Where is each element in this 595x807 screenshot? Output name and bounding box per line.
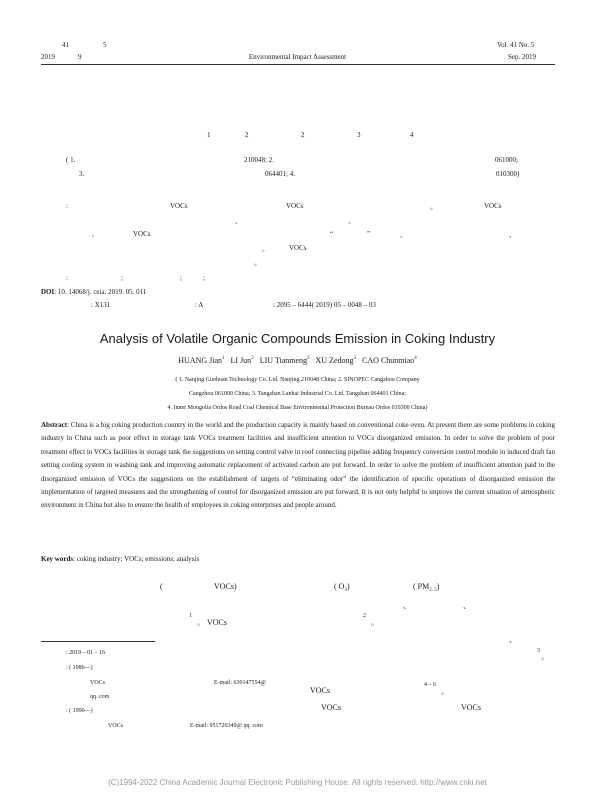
affiliation-line: Cangzhou 061000 China; 3. Tangshan Lanhai Industrial Co. Ltd. Tangshan 064401 China; bbox=[189, 391, 406, 397]
cn-affil-fragment: 010300) bbox=[496, 170, 520, 178]
cn-abstract-fragment: 、 bbox=[509, 231, 516, 239]
cn-keywords-fragment: ; bbox=[203, 274, 205, 282]
cn-abstract-fragment: VOCs bbox=[133, 230, 151, 238]
cn-abstract-fragment: VOCs bbox=[484, 202, 502, 210]
author-name: LIU Tianmeng bbox=[259, 356, 308, 365]
affiliation-line: ( 1. Nanjing Guohuan Technology Co. Ltd. Nanjing 210048 China; 2. SINOPEC Cangzhou Company bbox=[175, 377, 420, 383]
cn-author-sup: 2 bbox=[245, 131, 249, 139]
body-fragment: 。 VOCs bbox=[197, 618, 228, 627]
header-year-cn: 2019 bbox=[41, 53, 55, 61]
header-rule bbox=[41, 64, 555, 65]
cn-author-sup: 4 bbox=[410, 131, 414, 139]
cn-abstract-fragment: 、 bbox=[400, 231, 407, 239]
cn-affil-fragment: 064401; 4. bbox=[265, 170, 295, 178]
footnote-author2-email: E-mail: 951726349@ qq. com bbox=[190, 723, 263, 729]
doi-label: DOI bbox=[41, 288, 55, 296]
author-name: XU Zedong bbox=[315, 356, 354, 365]
footnote-author2: : ( 1990—) bbox=[66, 708, 93, 714]
cn-abstract-fragment: ” bbox=[367, 230, 371, 238]
document-code: : A bbox=[195, 301, 204, 309]
footnote-author1-email-cont: qq. com bbox=[90, 694, 110, 700]
copyright-notice: (C)1994-2022 China Academic Journal Electronic Publishing House. All rights reserved. http://www.cnki.net bbox=[108, 778, 487, 787]
header-journal-name: Environmental Impact Assessment bbox=[248, 53, 347, 61]
cn-abstract-fragment: , bbox=[92, 230, 94, 238]
abstract-label: Abstract bbox=[41, 421, 68, 429]
article-number: : 2095 – 6444( 2019) 05 – 0048 – 03 bbox=[273, 301, 376, 309]
author-affil-sup: 4 bbox=[414, 356, 417, 361]
cn-keywords-fragment: ; bbox=[121, 274, 123, 282]
cn-abstract-label: : bbox=[66, 202, 68, 210]
citation-ref: 1 bbox=[189, 613, 192, 619]
author-affil-sup: 1 bbox=[222, 356, 225, 361]
body-fragment: ( bbox=[160, 582, 163, 591]
o3-close: ) bbox=[346, 582, 350, 591]
pm-label: ( PM bbox=[413, 582, 430, 591]
header-month-cn: 9 bbox=[78, 53, 82, 61]
cn-abstract-fragment: 。 bbox=[262, 245, 269, 253]
cn-abstract-fragment: VOCs bbox=[286, 202, 304, 210]
header-number-cn: 5 bbox=[103, 41, 107, 49]
keywords-text: : coking industry; VOCs; emissions; analysis bbox=[73, 555, 200, 563]
author-affil-sup: 2 bbox=[251, 356, 254, 361]
cn-affil-fragment: 3. bbox=[79, 170, 85, 178]
cn-affil-fragment: 210048; 2. bbox=[244, 156, 274, 164]
body-fragment: VOCs bbox=[321, 703, 342, 712]
cn-abstract-fragment: VOCs bbox=[289, 244, 307, 252]
header-volume-number: Vol. 41 No. 5 bbox=[497, 41, 535, 49]
header-date: Sep. 2019 bbox=[508, 53, 536, 61]
author-name: HUANG Jian bbox=[178, 356, 223, 365]
body-fragment: 。 bbox=[441, 687, 449, 696]
abstract-text: : China is a big coking production country in the world and the production capacity is mainly based on conventional coke oven. At present there are some problems in coking industry in China such as poor effect in storage tank VOCs treatment facilities and insufficient attention to VOCs disorganized emission. In order to solve the problem of poor treatment effect in VOCs facilities in storage tank the suggestions on setting control valve in roof connecting pipeline adding frequency conversion control module in induced draft fan setting cooling system in washing tank and improving automatic replacement of activated carbon are put forward. In order to solve the problem of insufficient attention paid to the disorganized emission of VOCs the suggestions on the establishment of targets of “eliminating odor” the identification of specific operations of disorganized emission the implementation of targeted measures and the strengthening of control for disorganized emission are put forward. It is not only helpful to improve the current situation of atmospheric environment in China but also to ensure the health of employees in coking enterprises and people around. bbox=[41, 421, 555, 510]
citation-ref: 3 bbox=[537, 648, 540, 654]
doi-value: : 10. 14068/j. ceia. 2019. 05. 011 bbox=[54, 288, 147, 296]
footnote-author1-email: E-mail: 630147554@ bbox=[214, 680, 267, 686]
body-fragment: 、 bbox=[403, 601, 411, 610]
body-fragment bbox=[334, 582, 350, 591]
cn-affil-fragment: ( 1. bbox=[66, 156, 76, 164]
cn-author-sup: 3 bbox=[357, 131, 361, 139]
pm-subscript: 2. 5 bbox=[429, 588, 437, 593]
body-fragment: 。 bbox=[371, 618, 379, 627]
body-fragment: 、 bbox=[509, 635, 517, 644]
keywords-label: Key words bbox=[41, 555, 74, 563]
citation-ref: 2 bbox=[363, 613, 366, 619]
body-fragment bbox=[413, 582, 439, 591]
author-affil-sup: 3 bbox=[353, 356, 357, 361]
o3-subscript: 3 bbox=[344, 588, 347, 593]
cn-abstract-fragment: 、 bbox=[235, 217, 242, 225]
cn-author-sup: 2 bbox=[301, 131, 305, 139]
cn-abstract-fragment: 。 bbox=[430, 203, 437, 211]
author-name: LI Jun bbox=[230, 356, 252, 365]
cn-abstract-fragment: 。 bbox=[254, 259, 261, 267]
author-list bbox=[0, 356, 595, 365]
footnote-received: : 2019 – 01 – 16 bbox=[66, 650, 106, 656]
body-fragment: VOCs bbox=[461, 703, 482, 712]
footnote-rule bbox=[41, 641, 155, 642]
cn-abstract-fragment: VOCs bbox=[170, 202, 188, 210]
footnote-author1: : ( 1986—) bbox=[66, 665, 93, 671]
abstract bbox=[41, 419, 555, 513]
classification-code: : X131 bbox=[91, 301, 111, 309]
article-title: Analysis of Volatile Organic Compounds Emission in Coking Industry bbox=[99, 331, 496, 346]
footnote-author2-field: VOCs bbox=[108, 723, 124, 729]
cn-affil-fragment: 061000; bbox=[495, 156, 518, 164]
cn-keywords-fragment: : bbox=[66, 274, 68, 282]
body-fragment: 、 bbox=[463, 601, 471, 610]
affiliation-line: 4. Inner Mongolia Ordos Road Coal Chemical Base Environmental Protection Bureau Ordos 010300 China) bbox=[167, 405, 428, 411]
cn-keywords-fragment: ; bbox=[180, 274, 182, 282]
cn-author-sup: 1 bbox=[207, 131, 211, 139]
footnote-author1-field: VOCs bbox=[90, 680, 106, 686]
o3-label: ( O bbox=[334, 582, 345, 591]
body-fragment: VOCs) bbox=[214, 582, 237, 591]
author-name: CAO Chunmiao bbox=[362, 356, 415, 365]
body-fragment: VOCs bbox=[310, 686, 331, 695]
cn-abstract-fragment: 、 bbox=[348, 217, 355, 225]
cn-abstract-fragment: “ bbox=[330, 230, 334, 238]
citation-ref: 4 – 6 bbox=[424, 682, 436, 688]
header-volume-cn: 41 bbox=[62, 41, 69, 49]
author-affil-sup: 2 bbox=[307, 356, 310, 361]
body-fragment: 。 bbox=[541, 652, 549, 661]
pm-close: ) bbox=[436, 582, 440, 591]
